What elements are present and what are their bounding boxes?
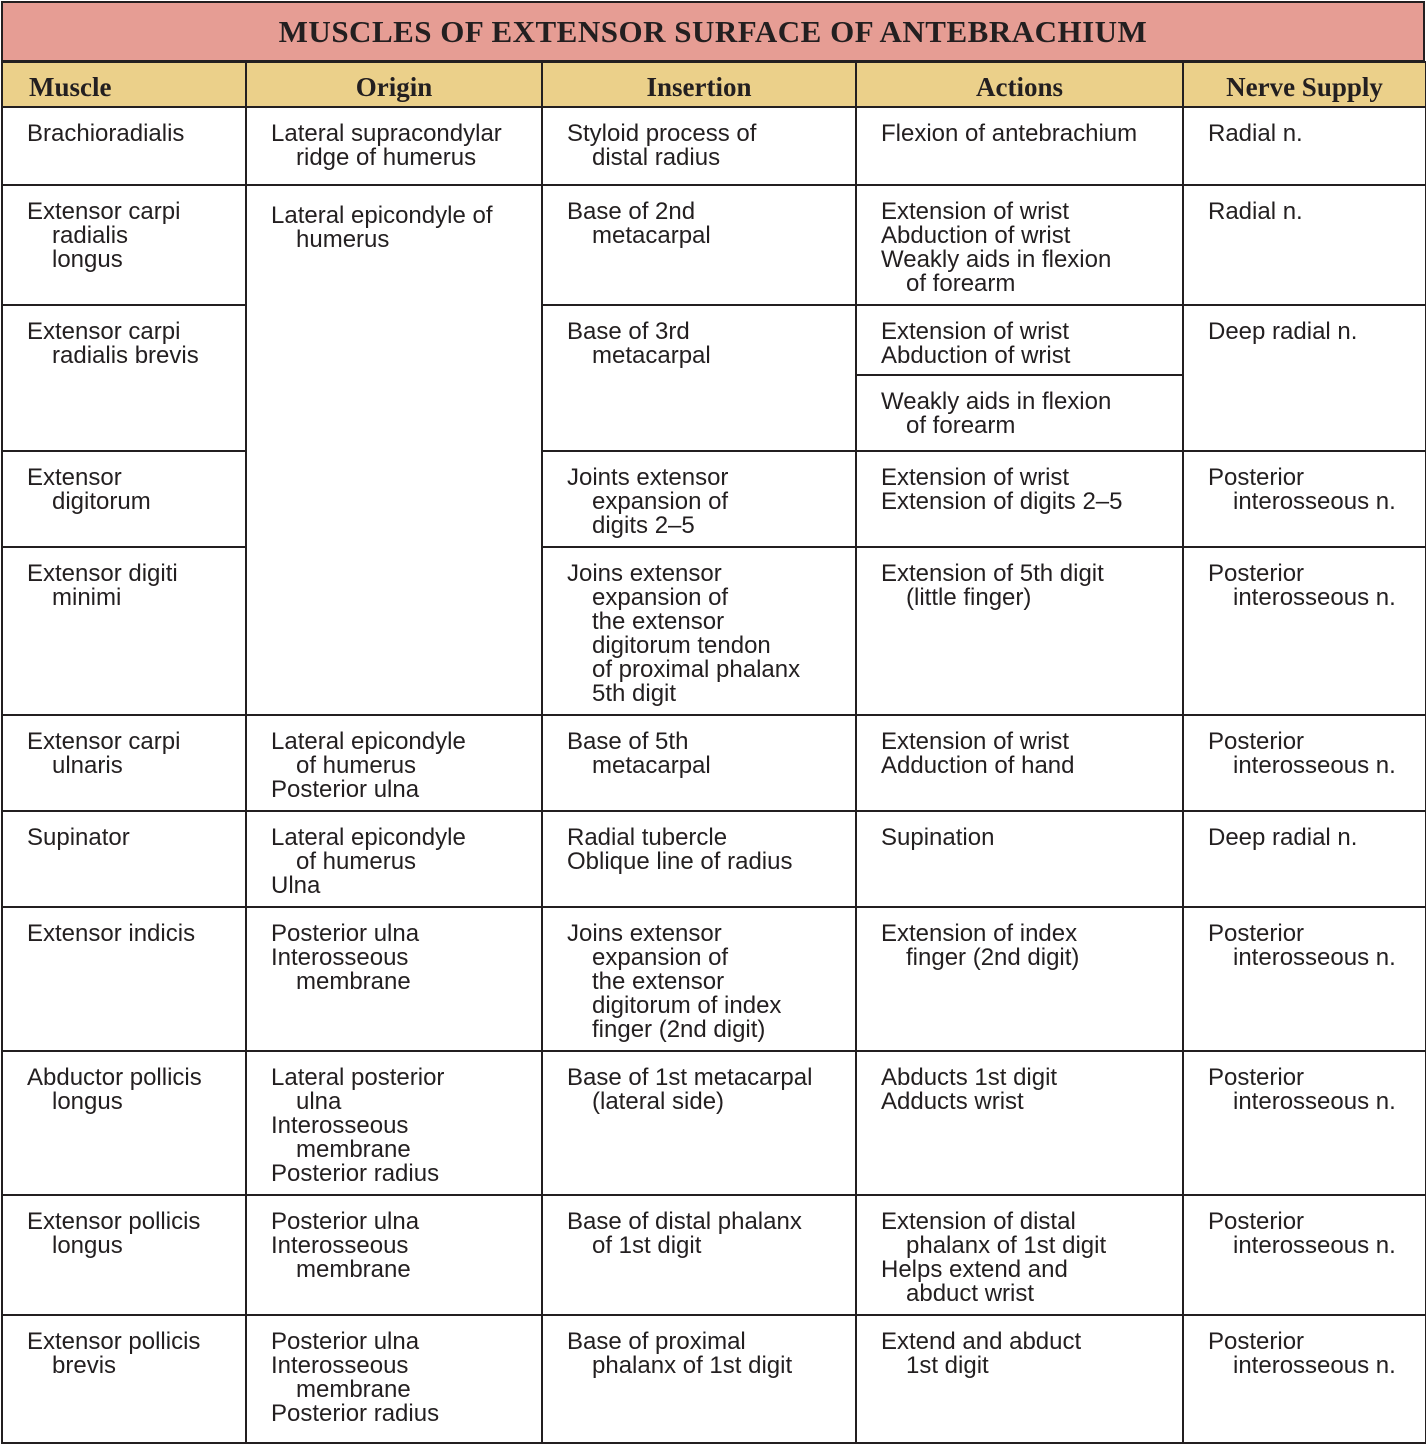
cell-line: abduct wrist [906, 1280, 1035, 1307]
cell-line: Posterior ulna [271, 776, 420, 803]
shared-origin-cell [246, 185, 542, 715]
muscle-cell [2, 547, 246, 715]
cell-line: Brachioradialis [27, 120, 185, 147]
origin-cell [246, 1315, 542, 1443]
cell-line: Extensor carpi [27, 728, 181, 755]
actions-cell [856, 811, 1183, 907]
cell-line: Radial tubercle [567, 824, 728, 851]
cell-line: digitorum of index [592, 992, 782, 1019]
cell-line: digitorum [52, 488, 151, 515]
cell-line: Adduction of hand [881, 752, 1075, 779]
cell-line: Base of 3rd [567, 318, 690, 345]
insertion-cell [542, 1195, 856, 1315]
muscle-cell [2, 107, 246, 185]
cell-line: brevis [52, 1352, 117, 1379]
cell-line: 1st digit [906, 1352, 989, 1379]
cell-line: ulnaris [52, 752, 123, 779]
cell-line: Oblique line of radius [567, 848, 793, 875]
origin-cell [246, 811, 542, 907]
cell-line: longus [52, 1232, 123, 1259]
header-insertion: Insertion [542, 62, 856, 107]
cell-line: interosseous n. [1233, 944, 1396, 971]
cell-line: Posterior ulna [271, 1208, 420, 1235]
table-row [2, 451, 1426, 547]
origin-cell [246, 715, 542, 811]
cell-line: Posterior [1208, 1208, 1305, 1235]
cell-line: interosseous n. [1233, 1088, 1396, 1115]
origin-cell [246, 1195, 542, 1315]
cell-line: radialis brevis [52, 342, 199, 369]
muscle-cell [2, 1051, 246, 1195]
cell-line: Posterior [1208, 920, 1305, 947]
cell-line: Extension of 5th digit [881, 560, 1104, 587]
cell-line: finger (2nd digit) [592, 1016, 766, 1043]
cell-line: Posterior [1208, 1328, 1305, 1355]
cell-line: Abducts 1st digit [881, 1064, 1058, 1091]
cell-line: Ulna [271, 872, 321, 899]
cell-line: interosseous n. [1233, 1232, 1396, 1259]
cell-line: Posterior [1208, 560, 1305, 587]
nerve-cell [1183, 1051, 1426, 1195]
actions-cell [856, 107, 1183, 185]
cell-line: metacarpal [592, 752, 711, 779]
cell-line: Posterior ulna [271, 920, 420, 947]
cell-line: Lateral supracondylar [271, 120, 502, 147]
cell-line: Posterior radius [271, 1400, 440, 1427]
cell-line: Interosseous [271, 1352, 409, 1379]
cell-line: longus [52, 1088, 123, 1115]
table-row [2, 547, 1426, 715]
cell-line: Interosseous [271, 1232, 409, 1259]
muscle-cell [2, 451, 246, 547]
cell-line: Lateral posterior [271, 1064, 445, 1091]
muscle-cell [2, 811, 246, 907]
insertion-cell [542, 811, 856, 907]
cell-line: Extension of wrist [881, 198, 1070, 225]
cell-line: ridge of humerus [296, 144, 477, 171]
cell-line: Extension of distal [881, 1208, 1076, 1235]
cell-line: Radial n. [1208, 120, 1303, 147]
table-row [2, 811, 1426, 907]
header-nerve-supply: Nerve Supply [1183, 62, 1426, 107]
cell-line: Weakly aids in flexion [881, 246, 1112, 273]
cell-line: membrane [296, 968, 411, 995]
cell-line: membrane [296, 1376, 411, 1403]
cell-line: Interosseous [271, 944, 409, 971]
cell-line: of proximal phalanx [592, 656, 801, 683]
cell-line: phalanx of 1st digit [906, 1232, 1107, 1259]
cell-line: (little finger) [906, 584, 1032, 611]
actions-cell [856, 715, 1183, 811]
cell-line: Extension of digits 2–5 [881, 488, 1123, 515]
actions-cell [856, 1051, 1183, 1195]
cell-line: Lateral epicondyle [271, 728, 466, 755]
cell-line: Posterior ulna [271, 1328, 420, 1355]
cell-line: Extensor carpi [27, 198, 181, 225]
cell-line: digits 2–5 [592, 512, 695, 539]
cell-line: Extension of index [881, 920, 1078, 947]
nerve-cell [1183, 451, 1426, 547]
insertion-cell [542, 1051, 856, 1195]
cell-line: 5th digit [592, 680, 677, 707]
origin-cell [246, 107, 542, 185]
cell-line: the extensor [592, 968, 725, 995]
cell-line: Lateral epicondyle of [271, 202, 493, 229]
table-row [2, 907, 1426, 1051]
muscle-cell [2, 185, 246, 305]
cell-line: Deep radial n. [1208, 824, 1358, 851]
muscle-cell [2, 1315, 246, 1443]
cell-line: Base of 2nd [567, 198, 696, 225]
table-row [2, 1051, 1426, 1195]
actions-cell [856, 185, 1183, 305]
cell-line: membrane [296, 1136, 411, 1163]
cell-line: Adducts wrist [881, 1088, 1024, 1115]
table-row [2, 305, 1426, 375]
cell-line: Styloid process of [567, 120, 757, 147]
cell-line: (lateral side) [592, 1088, 725, 1115]
actions-cell [856, 305, 1183, 375]
cell-line: Extension of wrist [881, 728, 1070, 755]
nerve-cell [1183, 715, 1426, 811]
cell-line: Posterior [1208, 728, 1305, 755]
cell-line: Extension of wrist [881, 464, 1070, 491]
header-muscle: Muscle [2, 62, 246, 107]
cell-line: Extensor [27, 464, 122, 491]
header-row [2, 62, 1426, 107]
cell-line: Weakly aids in flexion [881, 388, 1112, 415]
nerve-cell [1183, 907, 1426, 1051]
nerve-cell [1183, 185, 1426, 305]
insertion-cell [542, 305, 856, 451]
cell-line: expansion of [592, 944, 729, 971]
cell-line: Supination [881, 824, 995, 851]
cell-line: longus [52, 246, 123, 273]
actions-cell [856, 375, 1183, 451]
cell-line: Posterior [1208, 1064, 1305, 1091]
cell-line: Extensor pollicis [27, 1328, 201, 1355]
cell-line: Joints extensor [567, 464, 729, 491]
cell-line: ulna [296, 1088, 342, 1115]
cell-line: Supinator [27, 824, 130, 851]
table-row [2, 107, 1426, 185]
table-row [2, 185, 1426, 305]
cell-line: Extensor carpi [27, 318, 181, 345]
cell-line: minimi [52, 584, 122, 611]
insertion-cell [542, 107, 856, 185]
cell-line: of 1st digit [592, 1232, 702, 1259]
cell-line: Interosseous [271, 1112, 409, 1139]
cell-line: interosseous n. [1233, 1352, 1396, 1379]
actions-cell [856, 1315, 1183, 1443]
cell-line: Extension of wrist [881, 318, 1070, 345]
cell-line: metacarpal [592, 222, 711, 249]
cell-line: Extensor indicis [27, 920, 196, 947]
cell-line: distal radius [592, 144, 721, 171]
cell-line: Deep radial n. [1208, 318, 1358, 345]
cell-line: digitorum tendon [592, 632, 771, 659]
actions-cell [856, 1195, 1183, 1315]
cell-line: expansion of [592, 488, 729, 515]
cell-line: Helps extend and [881, 1256, 1068, 1283]
table-row [2, 1195, 1426, 1315]
cell-line: finger (2nd digit) [906, 944, 1080, 971]
cell-line: Flexion of antebrachium [881, 120, 1138, 147]
cell-line: of forearm [906, 270, 1016, 297]
cell-line: Posterior radius [271, 1160, 440, 1187]
cell-line: of humerus [296, 752, 417, 779]
cell-line: Joins extensor [567, 560, 722, 587]
cell-line: interosseous n. [1233, 752, 1396, 779]
cell-line: Base of 1st metacarpal [567, 1064, 813, 1091]
origin-cell [246, 907, 542, 1051]
cell-line: Base of 5th [567, 728, 689, 755]
nerve-cell [1183, 547, 1426, 715]
cell-line: Radial n. [1208, 198, 1303, 225]
table-row [2, 1315, 1426, 1443]
nerve-cell [1183, 305, 1426, 451]
insertion-cell [542, 715, 856, 811]
nerve-cell [1183, 1195, 1426, 1315]
header-actions: Actions [856, 62, 1183, 107]
nerve-cell [1183, 811, 1426, 907]
cell-line: radialis [52, 222, 129, 249]
cell-line: Extend and abduct [881, 1328, 1082, 1355]
actions-cell [856, 547, 1183, 715]
nerve-cell [1183, 107, 1426, 185]
cell-line: Joins extensor [567, 920, 722, 947]
cell-line: metacarpal [592, 342, 711, 369]
nerve-cell [1183, 1315, 1426, 1443]
muscle-table [1, 61, 1426, 1444]
cell-line: Abduction of wrist [881, 342, 1071, 369]
cell-line: Posterior [1208, 464, 1305, 491]
cell-line: interosseous n. [1233, 488, 1396, 515]
cell-line: Lateral epicondyle [271, 824, 466, 851]
cell-line: Abduction of wrist [881, 222, 1071, 249]
actions-cell [856, 907, 1183, 1051]
insertion-cell [542, 1315, 856, 1443]
cell-line: of humerus [296, 848, 417, 875]
cell-line: Base of proximal [567, 1328, 746, 1355]
cell-line: Base of distal phalanx [567, 1208, 802, 1235]
cell-line: of forearm [906, 412, 1016, 439]
table-row [2, 715, 1426, 811]
insertion-cell [542, 547, 856, 715]
muscle-cell [2, 907, 246, 1051]
table-title: MUSCLES OF EXTENSOR SURFACE OF ANTEBRACHIUM [1, 1, 1425, 62]
insertion-cell [542, 185, 856, 305]
origin-cell [246, 1051, 542, 1195]
insertion-cell [542, 451, 856, 547]
cell-line: the extensor [592, 608, 725, 635]
cell-line: Extensor digiti [27, 560, 178, 587]
actions-cell [856, 451, 1183, 547]
cell-line: membrane [296, 1256, 411, 1283]
muscle-cell [2, 305, 246, 451]
cell-line: Extensor pollicis [27, 1208, 201, 1235]
muscle-cell [2, 1195, 246, 1315]
insertion-cell [542, 907, 856, 1051]
cell-line: Abductor pollicis [27, 1064, 202, 1091]
header-origin: Origin [246, 62, 542, 107]
cell-line: phalanx of 1st digit [592, 1352, 793, 1379]
muscle-cell [2, 715, 246, 811]
cell-line: humerus [296, 226, 390, 253]
cell-line: interosseous n. [1233, 584, 1396, 611]
cell-line: expansion of [592, 584, 729, 611]
